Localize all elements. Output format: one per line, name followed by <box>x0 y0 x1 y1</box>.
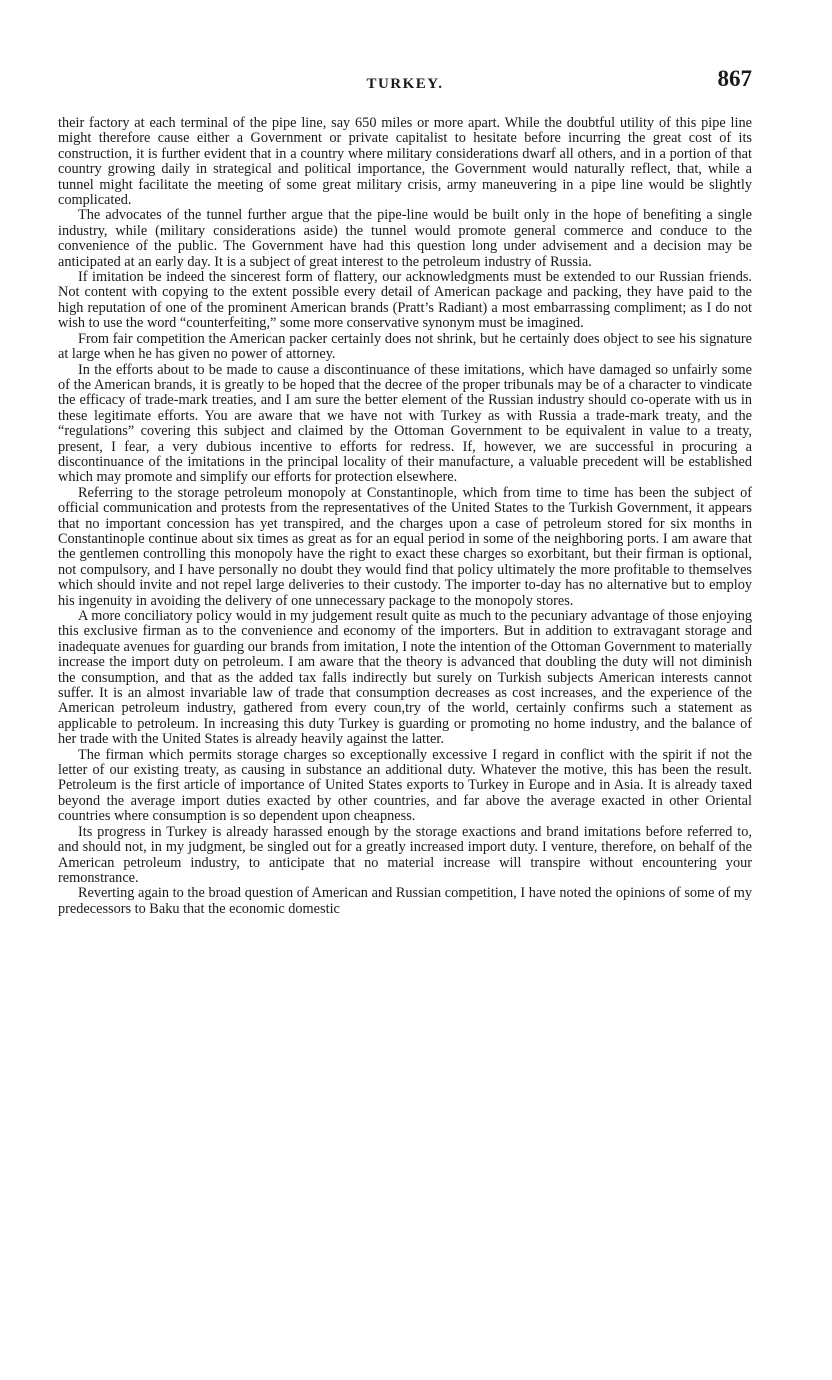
paragraph-10: Reverting again to the broad question of American and Russian competition, I have noted the opinions of some of my predecessors to Baku that the economic domestic <box>58 885 752 917</box>
page-number: 867 <box>717 66 752 91</box>
body-text <box>58 116 752 917</box>
paragraph-6: Referring to the storage petroleum monopoly at Constantinople, which from time to time has been the subject of official communication and protests from the representatives of the United States to the Turkish Government, it appears that no important concession has yet transpired, and the charges upon a case of petroleum stored for six months in Constantinople continue about six times as great as for an equal period in some of the neighboring ports. I am aware that the gentlemen controlling this monopoly have the right to exact these charges so exorbitant, but their firman is optional, not compulsory, and I have personally no doubt they would find that policy ultimately the more profitable to themselves which should invite and not repel large deliveries to their custody. The importer to-day has no alternative but to employ his ingenuity in avoiding the delivery of one unnecessary package to the monopoly stores. <box>58 484 752 609</box>
paragraph-8: The firman which permits storage charges so exceptionally excessive I regard in conflict with the spirit if not the letter of our existing treaty, as causing in substance an additional duty. Whatever the motive, this has been the result. Petroleum is the first article of importance of United States exports to Turkey in Europe and in Asia. It is already taxed beyond the average import duties exacted by other countries, and far above the average exacted in other Oriental countries where consumption is so dependent upon cheapness. <box>58 746 752 825</box>
paragraph-9: Its progress in Turkey is already harassed enough by the storage exactions and brand imitations before referred to, and should not, in my judgment, be singled out for a greatly increased import duty. I venture, therefore, on behalf of the American petroleum industry, to anticipate that no material increase will transpire without encountering your remonstrance. <box>58 823 752 886</box>
paragraph-5: In the efforts about to be made to cause a discontinuance of these imitations, which have damaged so unfairly some of the American brands, it is greatly to be hoped that the decree of the proper tribunals may be of a character to vindicate the efficacy of trade-mark treaties, and I am sure the better element of the Russian industry should co-operate with us in these legitimate efforts. You are aware that we have not with Turkey as with Russia a trade-mark treaty, and the “regulations” covering this subject and claimed by the Ottoman Government to be equivalent in value to a treaty, present, I fear, a very dubious incentive to efforts for redress. If, however, we are successful in procuring a discontinuance of the imitations in the principal locality of their manufacture, a valuable precedent will be established which may promote and simplify our efforts for protection elsewhere. <box>58 361 752 486</box>
running-head: TURKEY. <box>366 76 444 92</box>
paragraph-4: From fair competition the American packer certainly does not shrink, but he certainly does object to see his signature at large when he has given no power of attorney. <box>58 330 752 363</box>
paragraph-2: The advocates of the tunnel further argue that the pipe-line would be built only in the hope of benefiting a single industry, while (military considerations aside) the tunnel would promote general commerce and conduce to the convenience of the public. The Government have had this question long under advisement and a decision may be anticipated at an early day. It is a subject of great interest to the petroleum industry of Russia. <box>58 207 752 270</box>
paragraph-1: their factory at each terminal of the pipe line, say 650 miles or more apart. While the doubtful utility of this pipe line might therefore cause either a Government or private capitalist to hesitate before incurring the great cost of its construction, it is further evident that in a country where military considerations dwarf all others, and in a portion of that country growing daily in strategical and political importance, the Government would naturally reflect, that, while a tunnel might facilitate the meeting of some great military crisis, army maneuvering in a pipe line would be slightly complicated. <box>58 115 752 209</box>
paragraph-3: If imitation be indeed the sincerest form of flattery, our acknowledgments must be extended to our Russian friends. Not content with copying to the extent possible every detail of American package and packing, they have paid to the high reputation of one of the prominent American brands (Pratt’s Radiant) a most embarrassing compliment; as I do not wish to use the word “counterfeiting,” some more conservative synonym must be imagined. <box>58 269 752 332</box>
page-header <box>58 66 752 106</box>
paragraph-7: A more conciliatory policy would in my judgement result quite as much to the pecuniary advantage of those enjoying this exclusive firman as to the convenience and economy of the importers. But in addition to extravagant storage and inadequate avenues for guarding our brands from imitation, I note the intention of the Ottoman Government to materially increase the import duty on petroleum. I am aware that the theory is advanced that doubling the duty will not diminish the consumption, and that as the added tax falls indirectly but surely on Turkish subjects American interests cannot suffer. It is an almost invariable law of trade that consumption decreases as cost increases, and the experience of the American petroleum industry, gathered from every coun,try of the world, certainly confirms such a statement as applicable to petroleum. In increasing this duty Turkey is guarding or promoting no home industry, and the balance of her trade with the United States is already heavily against the latter. <box>58 608 752 748</box>
document-page <box>58 66 752 917</box>
